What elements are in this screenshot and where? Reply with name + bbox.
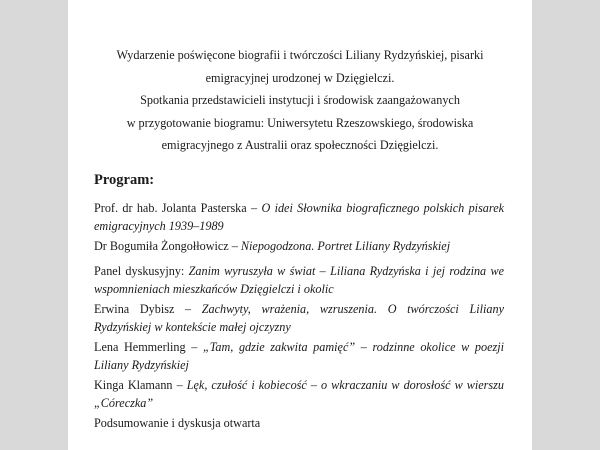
speaker-name: Kinga Klamann <box>94 378 173 392</box>
program-item-line <box>94 338 504 356</box>
separator: – <box>172 378 187 392</box>
speaker-name: Lena Hemmerling <box>94 340 186 354</box>
talk-title-continued: Liliany Rydzyńskiej <box>94 358 189 372</box>
program-item <box>94 300 504 336</box>
program-item-line <box>94 237 504 255</box>
separator: – <box>246 201 262 215</box>
intro-paragraph <box>68 44 532 157</box>
talk-title-continued: Rydzyńskiej w kontekście małej ojczyzny <box>94 320 291 334</box>
speaker-name: Erwina Dybisz <box>94 302 175 316</box>
talk-title: Niepogodzona. Portret Liliany Rydzyńskiej <box>240 239 451 253</box>
program-item-closing <box>94 414 504 432</box>
intro-line: w przygotowanie biogramu: Uniwersytetu Rzeszowskiego, środowiska <box>126 115 474 130</box>
speaker-name: Panel dyskusyjny: <box>94 264 185 278</box>
talk-title-continued: emigracyjnych 1939–1989 <box>94 219 224 233</box>
document-page <box>68 0 532 450</box>
program-item <box>94 262 504 298</box>
talk-title: O idei Słownika biograficznego polskich pisarek <box>261 201 505 215</box>
program-item <box>94 237 504 255</box>
closing-text: Podsumowanie i dyskusja otwarta <box>94 416 261 430</box>
program-item-line <box>94 262 504 280</box>
talk-title-continued: „Córeczka” <box>94 396 154 410</box>
talk-title: Zanim wyruszyła w świat – Liliana Rydzyńska i jej rodzina we <box>188 264 505 278</box>
intro-line: Spotkania przedstawicieli instytucji i środowisk zaangażowanych <box>140 93 460 107</box>
intro-line: Wydarzenie poświęcone biografii i twórczości Liliany Rydzyńskiej, pisarki <box>116 48 484 62</box>
separator: – <box>174 302 202 316</box>
program-item-line <box>94 376 504 394</box>
talk-title-continued: wspomnieniach mieszkańców Dzięgielczi i okolic <box>94 282 334 296</box>
separator: – <box>228 239 241 253</box>
speaker-name: Prof. dr hab. Jolanta Pasterska <box>94 201 247 215</box>
program-item-line <box>94 300 504 318</box>
speaker-name: Dr Bogumiła Żongołłowicz <box>94 239 229 253</box>
program-item <box>94 338 504 374</box>
separator: – <box>185 340 203 354</box>
program-item <box>94 199 504 235</box>
program-item-line <box>94 199 504 217</box>
intro-line: emigracyjnej urodzonej w Dzięgielczi. <box>205 70 395 85</box>
talk-title: „Tam, gdzie zakwita pamięć” – rodzinne okolice w poezji <box>202 340 505 354</box>
program-item <box>94 376 504 412</box>
talk-title: Zachwyty, wrażenia, wzruszenia. O twórczości Liliany <box>201 302 504 316</box>
intro-line: emigracyjnego z Australii oraz społeczności Dzięgielczi. <box>161 138 439 152</box>
talk-title: Lęk, czułość i kobiecość – o wkraczaniu w dorosłość w wierszu <box>186 378 505 392</box>
program-heading: Program: <box>94 172 155 188</box>
